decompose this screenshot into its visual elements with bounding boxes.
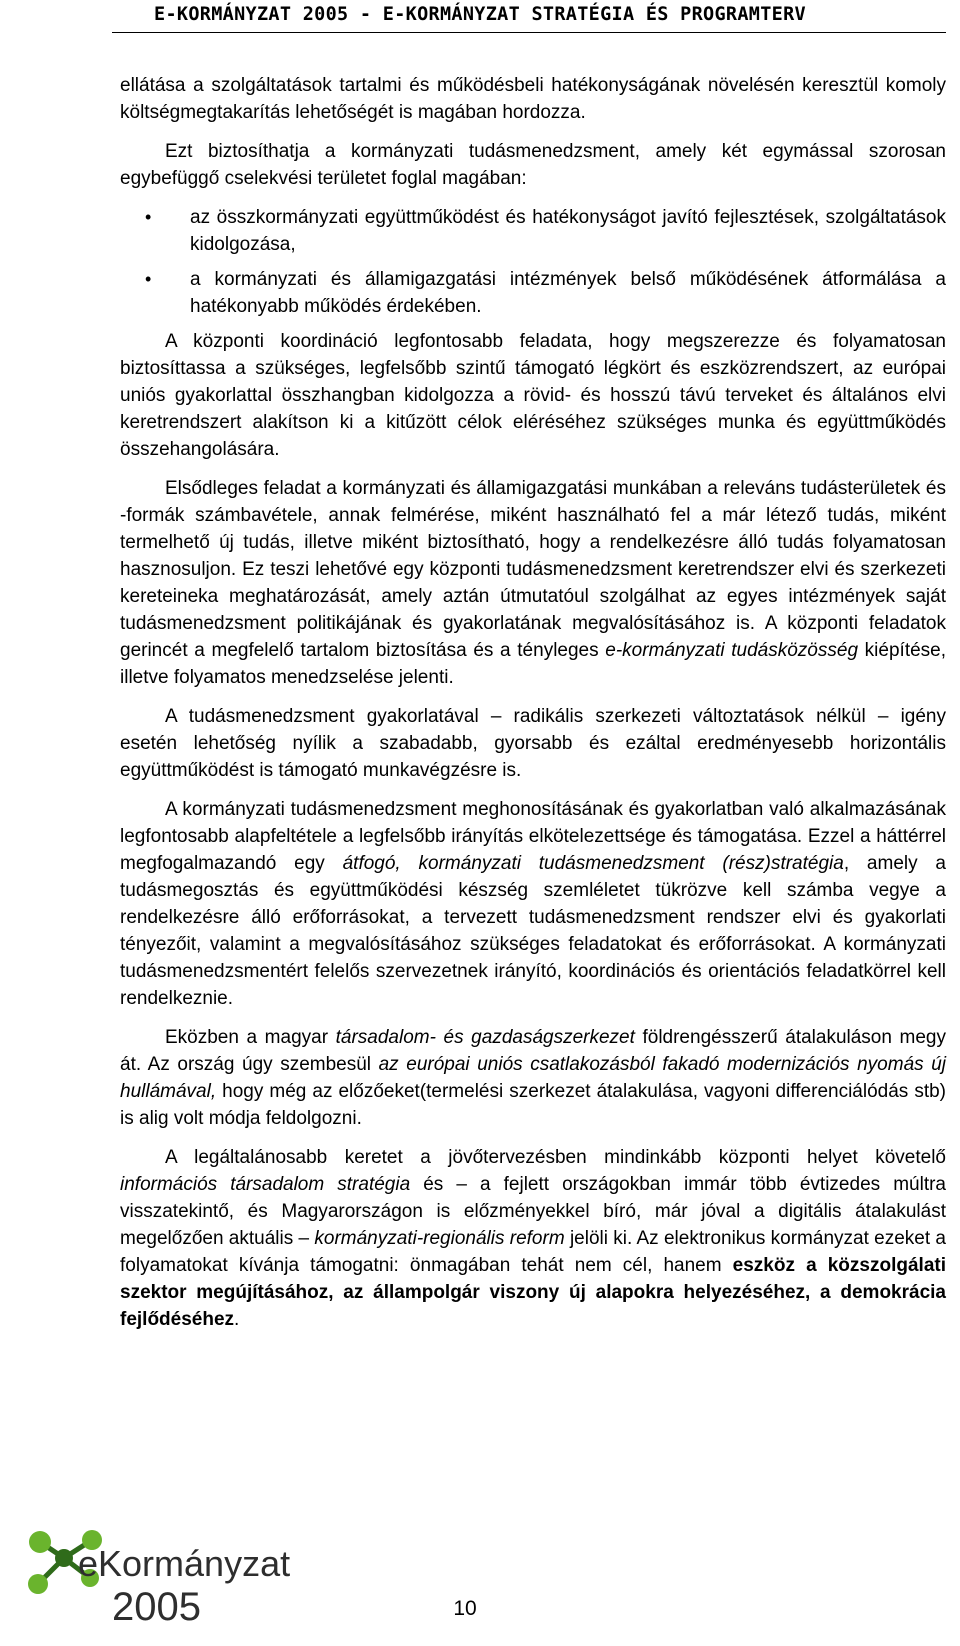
text-run: kiépítése, illetve folyamatos menedzselése jelenti. xyxy=(120,640,947,688)
italic-run: információs társadalom stratégia xyxy=(120,1174,411,1195)
list-item-text: az összkormányzati együttműködést és hatékonyságot javító fejlesztések, szolgáltatások kidolgozása, xyxy=(190,207,946,255)
logo-year: 2005 xyxy=(112,1585,201,1629)
ekormanyzat-logo xyxy=(26,1528,356,1636)
text-run: jelöli ki. Az elektronikus kormányzat ezeket a folyamatokat kívánja támogatni: önmagában tehát nem cél, hanem xyxy=(120,1228,946,1276)
paragraph-5: A tudásmenedzsment gyakorlatával – radikális szerkezeti változtatások nélkül – igény esetén lehetőség nyílik a szabadabb, gyorsabb és ezáltal eredményesebb horizontális együttműködést is támogató munkavégzésre is. xyxy=(120,706,946,781)
paragraph-6 xyxy=(120,796,946,1012)
text-run: , amely a tudásmegosztás és együttműködési készség szemléletet tükrözve kell számba vegye a rendelkezésre álló erőforrásokat, a tervezett tudásmenedzsment rendszer elvi és gyakorlati tényezőit, valamint a megvalósításához szükséges feladatokat és erőforrásokat. A kormányzati tudásmenedzsmentért felelős szervezetnek irányító, koordinációs és orientációs feladatkörrel kell rendelkeznie. xyxy=(120,853,946,1009)
bullet-icon: • xyxy=(145,269,152,289)
text-run: A kormányzati tudásmenedzsment meghonosításának és gyakorlatban való alkalmazásának legfontosabb alapfeltétele a legfelsőbb irányítás elkötelezettsége és támogatása. Ezzel a háttérrel megfogalmazandó egy xyxy=(120,799,946,874)
paragraph-3: A központi koordináció legfontosabb feladata, hogy megszerezze és folyamatosan biztosíttassa a szükséges, legfelsőbb szintű támogató légkört és eszközrendszert, az európai uniós gyakorlattal összhangban kidolgozza a rövid- és hosszú távú terveket és általános elvi keretrendszert alakítson ki a kitűzött célok eléréséhez szükséges munka és együttműködés összehangolására. xyxy=(120,331,946,460)
paragraph-2: Ezt biztosíthatja a kormányzati tudásmenedzsment, amely két egymással szorosan egybefüggő cselekvési területet foglal magában: xyxy=(120,141,946,189)
bullet-icon: • xyxy=(145,207,152,227)
italic-run: kormányzati-regionális reform xyxy=(314,1228,565,1249)
list-item xyxy=(120,204,946,258)
logo-wordmark: eKormányzat xyxy=(78,1543,291,1584)
paragraph-8 xyxy=(120,1144,946,1333)
text-run: . xyxy=(234,1309,240,1330)
paragraph-7 xyxy=(120,1024,946,1132)
italic-run: átfogó, kormányzati tudásmenedzsment (rész)stratégia xyxy=(342,853,844,874)
text-run: A legáltalánosabb keretet a jövőtervezésben mindinkább központi helyet követelő xyxy=(165,1147,946,1168)
header-divider xyxy=(112,32,946,33)
italic-run: e-kormányzati tudásközösség xyxy=(605,640,859,661)
italic-run: társadalom- és gazdaságszerkezet xyxy=(335,1027,635,1048)
text-run: földrengésszerű átalakuláson megy át. Az ország úgy szembesül xyxy=(120,1027,946,1075)
paragraph-4 xyxy=(120,475,946,691)
text-run: és – a fejlett országokban immár több évtizedes múltra visszatekintő, és Magyarországon is előzményekkel bíró, már jóval a digitális átalakulást megelőzően aktuális – xyxy=(120,1174,946,1249)
text-run: hogy még az előzőeket(termelési szerkezet átalakulása, vagyoni differenciálódás stb) is alig volt módja feldolgozni. xyxy=(120,1081,946,1129)
page-body xyxy=(120,72,946,1333)
text-run: Elsődleges feladat a kormányzati és államigazgatási munkában a releváns tudásterületek és -formák számbavétele, annak felmérése, miként használható fel a már létező tudás, miként termelhető új tudás, illetve miként biztosítható, hogy a rendelkezésre álló tudás folyamatosan hasznosuljon. Ez teszi lehetővé egy központi tudásmenedzsment keretrendszer elvi és szerkezeti kereteineka meghatározását, amely aztán útmutatóul szolgálhat az egyes intézmények saját tudásmenedzsment politikájának és gyakorlatának megvalósításához is. A központi feladatok gerincét a megfelelő tartalom biztosítása és a tényleges xyxy=(120,478,946,661)
list-item-text: a kormányzati és államigazgatási intézmények belső működésének átformálása a hatékonyabb működés érdekében. xyxy=(190,269,946,317)
running-header: E-KORMÁNYZAT 2005 - E-KORMÁNYZAT STRATÉGIA ÉS PROGRAMTERV xyxy=(154,4,806,25)
list-item xyxy=(120,266,946,320)
italic-run: az európai uniós csatlakozásból fakadó modernizációs nyomás új hullámával, xyxy=(120,1054,946,1102)
bullet-list xyxy=(120,204,946,320)
text-run: Eközben a magyar xyxy=(165,1027,336,1048)
page-number: 10 xyxy=(453,1597,477,1620)
bold-run: eszköz a közszolgálati szektor megújításához, az állampolgár viszony új alapokra helyezéséhez, a demokrácia fejlődéséhez xyxy=(120,1255,946,1330)
paragraph-1: ellátása a szolgáltatások tartalmi és működésbeli hatékonyságának növelésén keresztül komoly költségmegtakarítás lehetőségét is magában hordozza. xyxy=(120,75,946,123)
